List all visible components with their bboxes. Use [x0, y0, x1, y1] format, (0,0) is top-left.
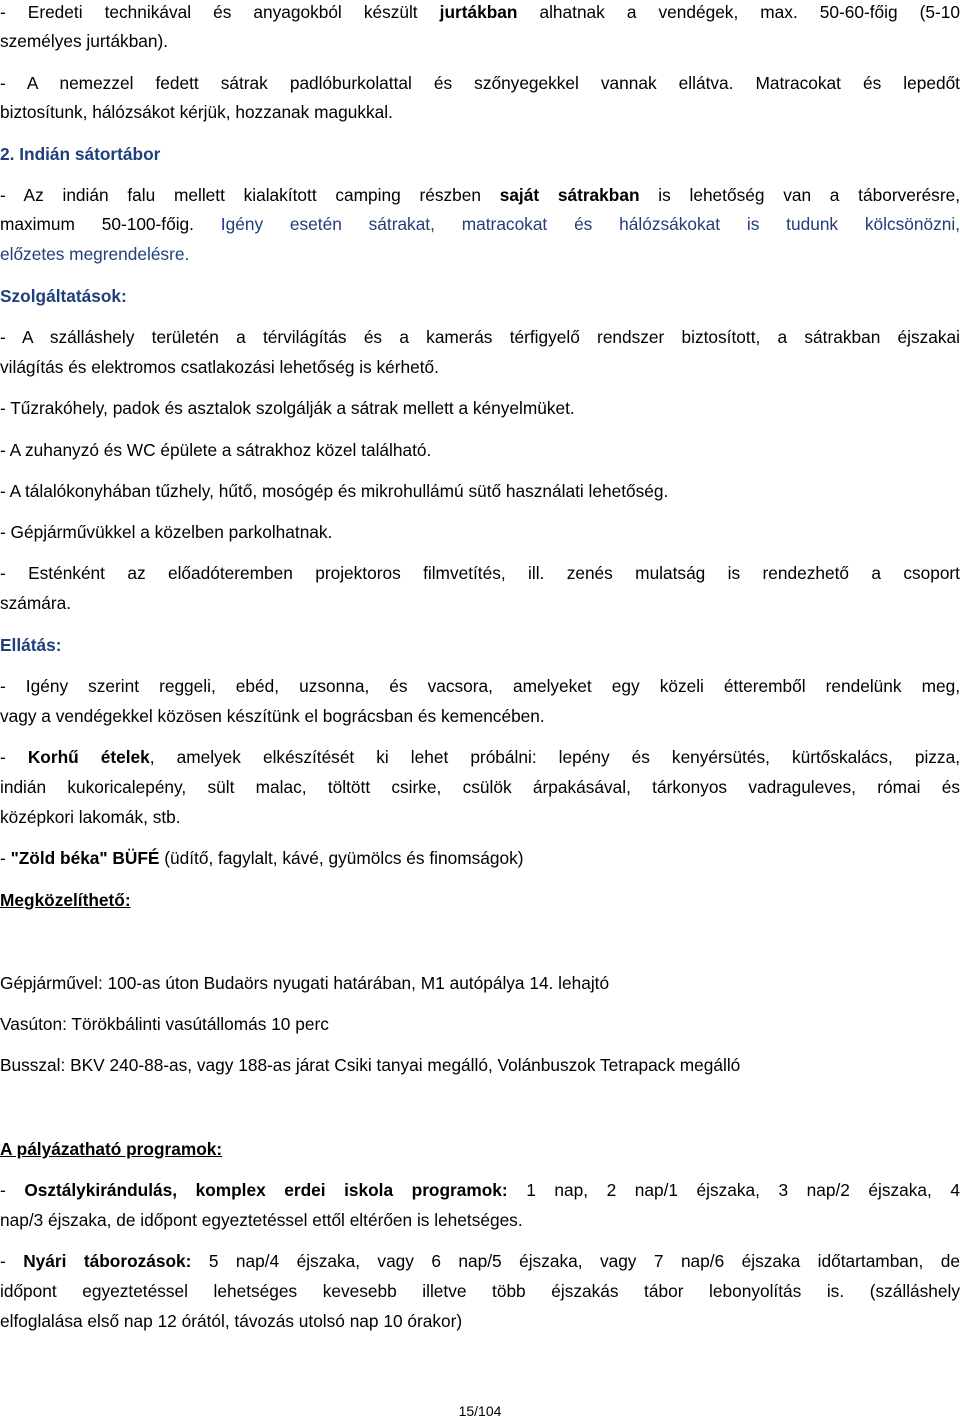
- catering-item-3: - "Zöld béka" BÜFÉ (üdítő, fagylalt, kávé, gyümölcs és finomságok): [0, 848, 524, 868]
- jurta-paragraph-line-1: - Eredeti technikával és anyagokból készült jurtákban alhatnak a vendégek, max. 50-60-főig (5-10: [0, 2, 960, 22]
- satrak-paragraph-line-1: - A nemezzel fedett sátrak padlóburkolattal és szőnyegekkel vannak ellátva. Matracokat és lepedőt: [0, 73, 960, 93]
- indian-paragraph-line-3: előzetes megrendelésre.: [0, 244, 190, 264]
- services-item-6-line-2: számára.: [0, 593, 72, 613]
- services-item-2: - Tűzrakóhely, padok és asztalok szolgálják a sátrak mellett a kényelmüket.: [0, 398, 575, 418]
- programs-heading: A pályázatható programok:: [0, 1139, 223, 1159]
- access-by-train: Vasúton: Törökbálinti vasútállomás 10 perc: [0, 1014, 329, 1034]
- school-trip-emphasis: Osztálykirándulás, komplex erdei iskola programok:: [24, 1180, 508, 1200]
- programs-item-2-line-1: - Nyári táborozások: 5 nap/4 éjszaka, vagy 6 nap/5 éjszaka, vagy 7 nap/6 éjszaka időtartamban, de: [0, 1251, 960, 1271]
- access-by-car: Gépjárművel: 100-as úton Budaörs nyugati határában, M1 autópálya 14. lehajtó: [0, 973, 610, 993]
- services-item-1-line-1: - A szálláshely területén a térvilágítás és a kamerás térfigyelő rendszer biztosított, a sátrakban éjszakai: [0, 327, 960, 347]
- access-by-bus: Busszal: BKV 240-88-as, vagy 188-as járat Csiki tanyai megálló, Volánbuszok Tetrapack megálló: [0, 1055, 741, 1075]
- services-item-1-line-2: világítás és elektromos csatlakozási lehetőség is kérhető.: [0, 357, 439, 377]
- indian-paragraph-line-2: maximum 50-100-főig. Igény esetén sátrakat, matracokat és hálózsákokat is tudunk kölcsönözni,: [0, 214, 960, 234]
- buffet-emphasis: "Zöld béka" BÜFÉ: [10, 848, 160, 868]
- programs-item-2-line-2: időpont egyeztetéssel lehetséges kevesebb illetve több éjszakás tábor lebonyolítás is. (szálláshely: [0, 1281, 960, 1301]
- services-item-5: - Gépjárművükkel a közelben parkolhatnak.: [0, 522, 333, 542]
- jurta-emphasis: jurtákban: [439, 2, 518, 22]
- indian-camp-heading: 2. Indián sátortábor: [0, 144, 161, 164]
- services-heading: Szolgáltatások:: [0, 286, 127, 306]
- services-item-4: - A tálalókonyhában tűzhely, hűtő, mosógép és mikrohullámú sütő használati lehetőség.: [0, 481, 669, 501]
- catering-item-1-line-2: vagy a vendégekkel közösen készítünk el bográcsban és kemencében.: [0, 706, 545, 726]
- jurta-paragraph-line-2: személyes jurtákban).: [0, 31, 169, 51]
- satrak-paragraph-line-2: biztosítunk, hálózsákot kérjük, hozzanak magukkal.: [0, 102, 393, 122]
- catering-item-2-line-1: - Korhű ételek, amelyek elkészítését ki lehet próbálni: lepény és kenyérsütés, kürtőskalács, pizza,: [0, 747, 960, 767]
- services-item-6-line-1: - Esténként az előadóteremben projektoros filmvetítés, ill. zenés mulatság is rendezhető a csoport: [0, 563, 960, 583]
- programs-item-1-line-2: nap/3 éjszaka, de időpont egyeztetéssel ettől eltérően is lehetséges.: [0, 1210, 523, 1230]
- programs-item-1-line-1: - Osztálykirándulás, komplex erdei iskola programok: 1 nap, 2 nap/1 éjszaka, 3 nap/2 éjszaka, 4: [0, 1180, 960, 1200]
- indian-paragraph-line-1: - Az indián falu mellett kialakított camping részben saját sátrakban is lehetőség van a táborverésre,: [0, 185, 960, 205]
- programs-item-2-line-3: elfoglalása első nap 12 órától, távozás utolsó nap 10 órakor): [0, 1311, 463, 1331]
- indian-emphasis: saját sátrakban: [499, 185, 640, 205]
- catering-item-2-line-3: középkori lakomák, stb.: [0, 807, 181, 827]
- access-heading: Megközelíthető:: [0, 890, 131, 910]
- catering-heading: Ellátás:: [0, 635, 62, 655]
- period-dishes-emphasis: Korhű ételek: [27, 747, 150, 767]
- catering-item-1-line-1: - Igény szerint reggeli, ebéd, uzsonna, és vacsora, amelyeket egy közeli étteremből rendelünk meg,: [0, 676, 960, 696]
- catering-item-2-line-2: indián kukoricalepény, sült malac, töltött csirke, csülök árpakásával, tárkonyos vadraguleves, római és: [0, 777, 960, 797]
- page-number: 15/104: [458, 1403, 502, 1419]
- summer-camp-emphasis: Nyári táborozások:: [23, 1251, 192, 1271]
- services-item-3: - A zuhanyzó és WC épülete a sátrakhoz közel található.: [0, 440, 432, 460]
